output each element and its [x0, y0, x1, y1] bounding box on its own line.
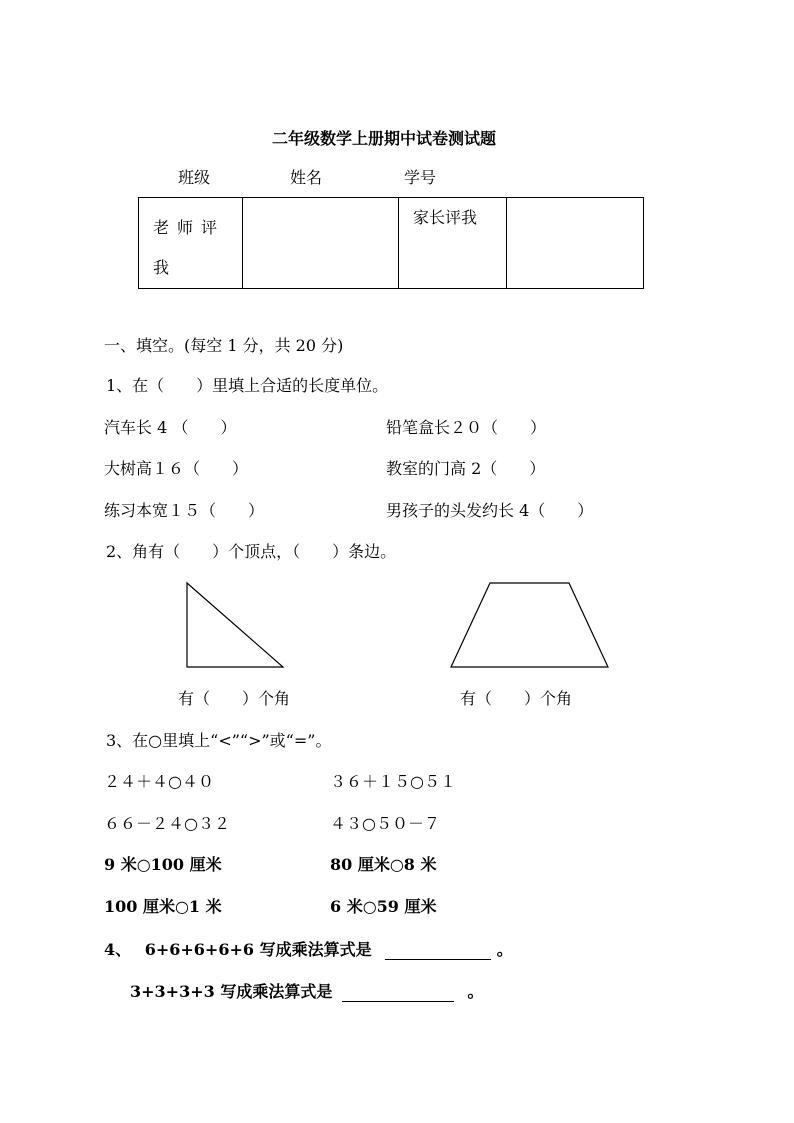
teacher-evaluation-label [139, 198, 243, 289]
parent-evaluation-field[interactable] [507, 198, 644, 289]
comparison-item: ３６＋１５○５１ [330, 772, 456, 791]
page-title: 二年级数学上册期中试卷测试题 [272, 129, 497, 148]
question-1-item: 大树高１６（ ） [104, 459, 249, 478]
parent-evaluation-label: 家长评我 [399, 198, 507, 289]
end-mark: 。 [496, 940, 513, 959]
answer-blank-1[interactable] [385, 959, 491, 960]
trapezoid-angle-caption: 有（ ）个角 [460, 689, 573, 708]
question-4-expression-1: 6+6+6+6+6 写成乘法算式是 [144, 940, 372, 959]
section-heading: 一、填空。(每空 1 分，共 20 分) [104, 336, 344, 355]
name-label: 姓名 [290, 168, 323, 187]
triangle-angle-caption: 有（ ）个角 [178, 689, 291, 708]
question-3-prompt: 3、在○里填上“<”“>”或“=”。 [106, 731, 332, 750]
comparison-item: ４３○５０－７ [330, 814, 440, 833]
question-1-item: 男孩子的头发约长 4（ ） [386, 501, 594, 520]
question-1-item: 教室的门高 2（ ） [386, 459, 546, 478]
comparison-item: 6 米○59 厘米 [330, 897, 437, 916]
question-4-line-1 [104, 940, 513, 960]
question-1-item: 练习本宽１５（ ） [104, 501, 265, 520]
right-triangle-figure [186, 582, 284, 668]
question-1-item: 汽车长 4 （ ） [104, 418, 237, 437]
question-4-expression-2: 3+3+3+3 写成乘法算式是 [130, 982, 333, 1001]
teacher-evaluation-label-line2: 我 [153, 258, 170, 277]
comparison-item: 80 厘米○8 米 [330, 855, 437, 874]
teacher-evaluation-field[interactable] [243, 198, 399, 289]
end-mark: 。 [467, 982, 484, 1001]
student-number-label: 学号 [404, 168, 437, 187]
answer-blank-2[interactable] [342, 1001, 454, 1002]
teacher-evaluation-label-line1: 老师评 [153, 218, 226, 237]
comparison-item: ６６－２４○３２ [104, 814, 230, 833]
comparison-item: 9 米○100 厘米 [104, 855, 222, 874]
trapezoid-figure [450, 582, 610, 668]
question-4-line-2 [130, 982, 484, 1002]
question-2-prompt: 2、角有（ ）个顶点，（ ）条边。 [106, 542, 397, 561]
comparison-item: 100 厘米○1 米 [104, 897, 222, 916]
question-1-item: 铅笔盒长２０（ ） [386, 418, 547, 437]
question-1-prompt: 1、在（ ）里填上合适的长度单位。 [106, 376, 389, 395]
comparison-item: ２４＋４○４０ [104, 772, 214, 791]
question-4-number: 4、 [104, 940, 132, 959]
evaluation-table [138, 197, 644, 289]
class-label: 班级 [178, 168, 211, 187]
